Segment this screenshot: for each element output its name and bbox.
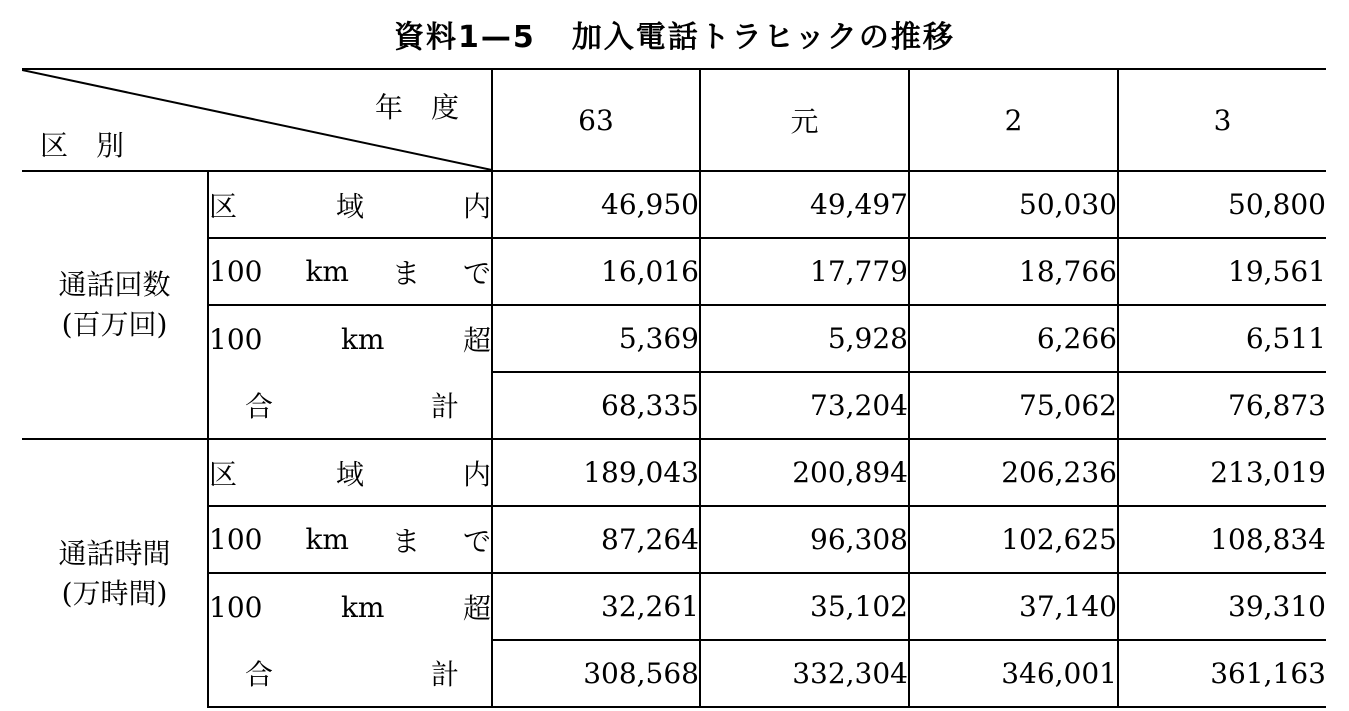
column-header-label: 年 度 (374, 91, 459, 124)
row-label: 100 km ま で (208, 238, 492, 305)
value-cell: 68,335 (492, 372, 700, 439)
year-header: 2 (909, 69, 1118, 171)
value-cell: 200,894 (700, 439, 909, 506)
table-row (22, 439, 1326, 506)
table-row (22, 305, 1326, 372)
value-cell: 32,261 (492, 573, 700, 640)
value-cell: 346,001 (909, 640, 1118, 707)
row-label: 100 km 超 (208, 573, 492, 640)
row-label: 合 計 (208, 640, 492, 707)
value-cell: 19,561 (1118, 238, 1326, 305)
table-row-total (22, 372, 1326, 439)
value-cell: 108,834 (1118, 506, 1326, 573)
group-label: 通話時間 (万時間) (22, 439, 208, 707)
document-title (0, 12, 1349, 56)
title-text: 加入電話トラヒックの推移 (571, 20, 955, 55)
table-row-total (22, 640, 1326, 707)
value-cell: 76,873 (1118, 372, 1326, 439)
value-cell: 213,019 (1118, 439, 1326, 506)
value-cell: 18,766 (909, 238, 1118, 305)
value-cell: 5,369 (492, 305, 700, 372)
year-header: 元 (700, 69, 909, 171)
traffic-table (22, 68, 1326, 708)
value-cell: 189,043 (492, 439, 700, 506)
row-label: 区 域 内 (208, 439, 492, 506)
value-cell: 5,928 (700, 305, 909, 372)
value-cell: 87,264 (492, 506, 700, 573)
row-label: 100 km ま で (208, 506, 492, 573)
title-label: 資料1—5 (394, 20, 536, 55)
value-cell: 75,062 (909, 372, 1118, 439)
value-cell: 49,497 (700, 171, 909, 238)
row-label: 100 km 超 (208, 305, 492, 372)
table-row (22, 238, 1326, 305)
value-cell: 35,102 (700, 573, 909, 640)
value-cell: 37,140 (909, 573, 1118, 640)
group-label: 通話回数 (百万回) (22, 171, 208, 439)
value-cell: 73,204 (700, 372, 909, 439)
row-header-label: 区 別 (40, 129, 125, 162)
row-label: 合 計 (208, 372, 492, 439)
table-row (22, 171, 1326, 238)
value-cell: 39,310 (1118, 573, 1326, 640)
table-row (22, 506, 1326, 573)
value-cell: 361,163 (1118, 640, 1326, 707)
value-cell: 96,308 (700, 506, 909, 573)
value-cell: 50,030 (909, 171, 1118, 238)
value-cell: 332,304 (700, 640, 909, 707)
header-row (22, 69, 1326, 171)
value-cell: 308,568 (492, 640, 700, 707)
value-cell: 206,236 (909, 439, 1118, 506)
value-cell: 46,950 (492, 171, 700, 238)
value-cell: 50,800 (1118, 171, 1326, 238)
row-label: 区 域 内 (208, 171, 492, 238)
value-cell: 6,511 (1118, 305, 1326, 372)
value-cell: 17,779 (700, 238, 909, 305)
year-header: 3 (1118, 69, 1326, 171)
corner-cell (22, 69, 492, 171)
value-cell: 6,266 (909, 305, 1118, 372)
value-cell: 102,625 (909, 506, 1118, 573)
table-row (22, 573, 1326, 640)
year-header: 63 (492, 69, 700, 171)
value-cell: 16,016 (492, 238, 700, 305)
